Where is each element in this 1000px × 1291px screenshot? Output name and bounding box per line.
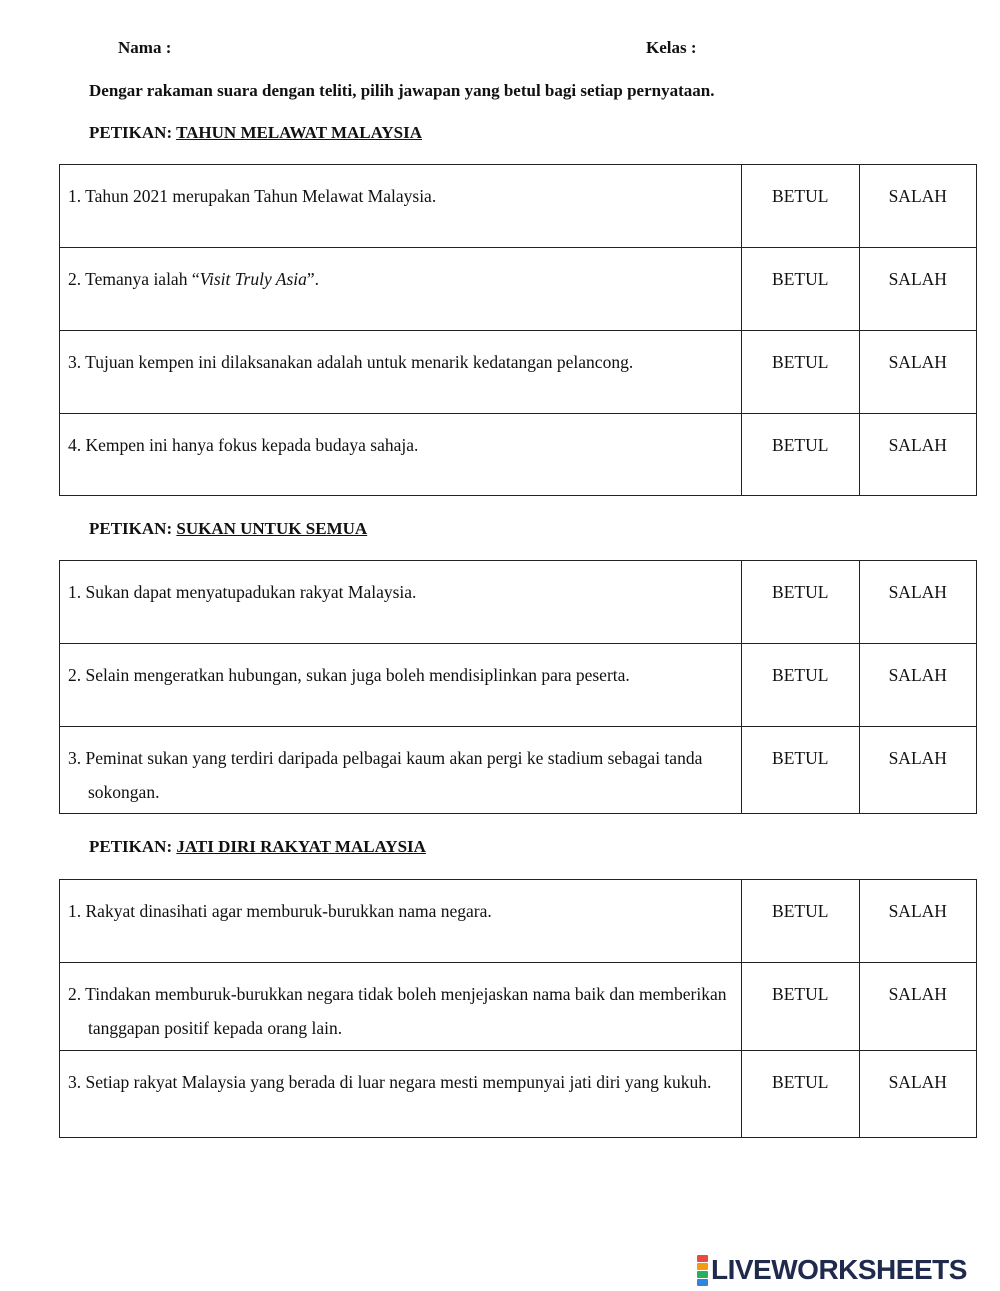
question-row (60, 963, 977, 1051)
salah-option[interactable]: SALAH (859, 880, 977, 963)
statement-cell (60, 644, 742, 727)
statement-text (68, 262, 733, 296)
betul-option[interactable]: BETUL (742, 727, 860, 814)
question-row (60, 248, 977, 331)
section-heading: JATI DIRI RAKYAT MALAYSIA (176, 837, 426, 856)
statement-cell (60, 165, 742, 248)
question-row (60, 561, 977, 644)
section-heading: SUKAN UNTUK SEMUA (176, 519, 368, 538)
class-label: Kelas : (646, 38, 697, 57)
section-prefix: PETIKAN: (89, 519, 177, 538)
salah-option[interactable]: SALAH (859, 1051, 977, 1138)
statement-italic: Visit Truly Asia (199, 269, 307, 289)
question-row (60, 1051, 977, 1138)
statement-text: 1. Rakyat dinasihati agar memburuk-burukkan nama negara. (68, 901, 492, 921)
betul-option[interactable]: BETUL (742, 963, 860, 1051)
section-title-3 (89, 837, 426, 857)
section-prefix: PETIKAN: (89, 837, 177, 856)
betul-option[interactable]: BETUL (742, 561, 860, 644)
question-row (60, 644, 977, 727)
betul-option[interactable]: BETUL (742, 880, 860, 963)
statement-cell (60, 414, 742, 496)
statement-text: 2. Tindakan memburuk-burukkan negara tidak boleh menjejaskan nama baik dan memberikan tanggapan positif kepada orang lain. (68, 984, 727, 1038)
statement-text: 3. Setiap rakyat Malaysia yang berada di luar negara mesti mempunyai jati diri yang kukuh. (68, 1072, 712, 1092)
statement-cell (60, 561, 742, 644)
section-title-1 (89, 123, 422, 143)
logo-block (697, 1271, 708, 1278)
betul-option[interactable]: BETUL (742, 644, 860, 727)
salah-option[interactable]: SALAH (859, 165, 977, 248)
statement-text: 1. Sukan dapat menyatupadukan rakyat Malaysia. (68, 582, 417, 602)
salah-option[interactable]: SALAH (859, 561, 977, 644)
statement-cell (60, 1051, 742, 1138)
statement-cell (60, 248, 742, 331)
statement-cell (60, 727, 742, 814)
statement-cell (60, 880, 742, 963)
salah-option[interactable]: SALAH (859, 644, 977, 727)
salah-option[interactable]: SALAH (859, 414, 977, 496)
instruction-text: Dengar rakaman suara dengan teliti, pilih jawapan yang betul bagi setiap pernyataan. (89, 81, 715, 100)
statement-text-part: 2. Temanya ialah “ (68, 269, 200, 289)
salah-option[interactable]: SALAH (859, 331, 977, 414)
salah-option[interactable]: SALAH (859, 248, 977, 331)
statement-text: 3. Tujuan kempen ini dilaksanakan adalah untuk menarik kedatangan pelancong. (68, 352, 634, 372)
betul-option[interactable]: BETUL (742, 248, 860, 331)
statement-cell (60, 963, 742, 1051)
question-row (60, 727, 977, 814)
question-row (60, 165, 977, 248)
question-table-3 (59, 879, 977, 1138)
logo-mark-icon (697, 1255, 708, 1286)
question-table-2 (59, 560, 977, 814)
salah-option[interactable]: SALAH (859, 727, 977, 814)
betul-option[interactable]: BETUL (742, 331, 860, 414)
section-prefix: PETIKAN: (89, 123, 177, 142)
statement-text: 1. Tahun 2021 merupakan Tahun Melawat Malaysia. (68, 186, 437, 206)
statement-text: 2. Selain mengeratkan hubungan, sukan juga boleh mendisiplinkan para peserta. (68, 665, 630, 685)
statement-cell (60, 331, 742, 414)
logo-block (697, 1263, 708, 1270)
question-row (60, 414, 977, 496)
question-table-1 (59, 164, 977, 496)
liveworksheets-logo (697, 1252, 967, 1288)
salah-option[interactable]: SALAH (859, 963, 977, 1051)
statement-text: 4. Kempen ini hanya fokus kepada budaya sahaja. (68, 435, 419, 455)
betul-option[interactable]: BETUL (742, 414, 860, 496)
statement-text-part: ”. (306, 269, 320, 289)
betul-option[interactable]: BETUL (742, 1051, 860, 1138)
logo-block (697, 1255, 708, 1262)
section-title-2 (89, 519, 367, 539)
logo-text: LIVEWORKSHEETS (711, 1254, 967, 1285)
betul-option[interactable]: BETUL (742, 165, 860, 248)
name-label: Nama : (118, 38, 172, 57)
section-heading: TAHUN MELAWAT MALAYSIA (176, 123, 422, 142)
logo-block (697, 1279, 708, 1286)
question-row (60, 880, 977, 963)
question-row (60, 331, 977, 414)
statement-text: 3. Peminat sukan yang terdiri daripada pelbagai kaum akan pergi ke stadium sebagai tanda sokongan. (68, 748, 703, 802)
